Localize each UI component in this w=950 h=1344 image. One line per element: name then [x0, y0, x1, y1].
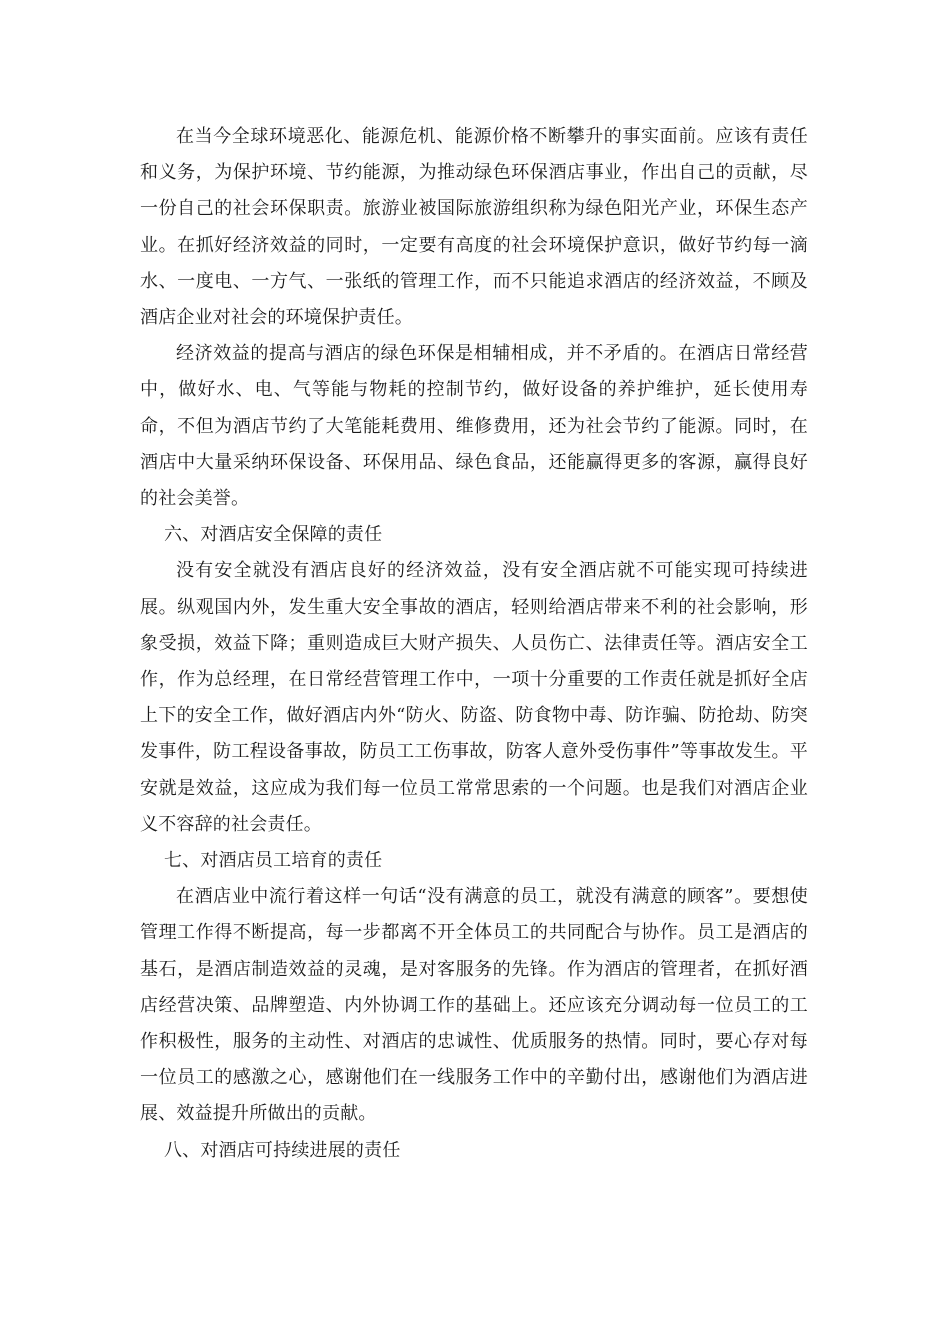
paragraph-economic-green: 经济效益的提高与酒店的绿色环保是相辅相成，并不矛盾的。在酒店日常经营中，做好水、电、气等能与物耗的控制节约，做好设备的养护维护，延长使用寿命，不但为酒店节约了大笔能耗费用、维修费用，还为社会节约了能源。同时，在酒店中大量采纳环保设备、环保用品、绿色食品，还能赢得更多的客源，赢得良好的社会美誉。 — [140, 343, 808, 510]
section-heading-safety: 六、对酒店安全保障的责任 — [163, 524, 383, 546]
document-body — [140, 119, 808, 1169]
paragraph-staff-training: 在酒店业中流行着这样一句话“没有满意的员工，就没有满意的顾客”。要想使管理工作得不断提高，每一步都离不开全体员工的共同配合与协作。员工是酒店的基石，是酒店制造效益的灵魂，是对客服务的先锋。作为酒店的管理者，在抓好酒店经营决策、品牌塑造、内外协调工作的基础上。还应该充分调动每一位员工的工作积极性，服务的主动性、对酒店的忠诚性、优质服务的热情。同时，要心存对每一位员工的感激之心，感谢他们在一线服务工作中的辛勤付出，感谢他们为酒店进展、效益提升所做出的贡献。 — [140, 886, 808, 1125]
section-heading-staff-training: 七、对酒店员工培育的责任 — [163, 850, 383, 872]
paragraph-safety: 没有安全就没有酒店良好的经济效益，没有安全酒店就不可能实现可持续进展。纵观国内外，发生重大安全事故的酒店，轻则给酒店带来不利的社会影响，形象受损，效益下降；重则造成巨大财产损失、人员伤亡、法律责任等。酒店安全工作，作为总经理，在日常经营管理工作中，一项十分重要的工作责任就是抓好全店上下的安全工作，做好酒店内外“防火、防盗、防食物中毒、防诈骗、防抢劫、防突发事件，防工程设备事故，防员工工伤事故，防客人意外受伤事件”等事故发生。平安就是效益，这应成为我们每一位员工常常思索的一个问题。也是我们对酒店企业义不容辞的社会责任。 — [140, 560, 808, 835]
paragraph-environment-responsibility: 在当今全球环境恶化、能源危机、能源价格不断攀升的事实面前。应该有责任和义务，为保护环境、节约能源，为推动绿色环保酒店事业，作出自己的贡献，尽一份自己的社会环保职责。旅游业被国际旅游组织称为绿色阳光产业，环保生态产业。在抓好经济效益的同时，一定要有高度的社会环境保护意识，做好节约每一滴水、一度电、一方气、一张纸的管理工作，而不只能追求酒店的经济效益，不顾及酒店企业对社会的环境保护责任。 — [140, 126, 808, 329]
section-heading-sustainable-development: 八、对酒店可持续进展的责任 — [163, 1139, 401, 1161]
